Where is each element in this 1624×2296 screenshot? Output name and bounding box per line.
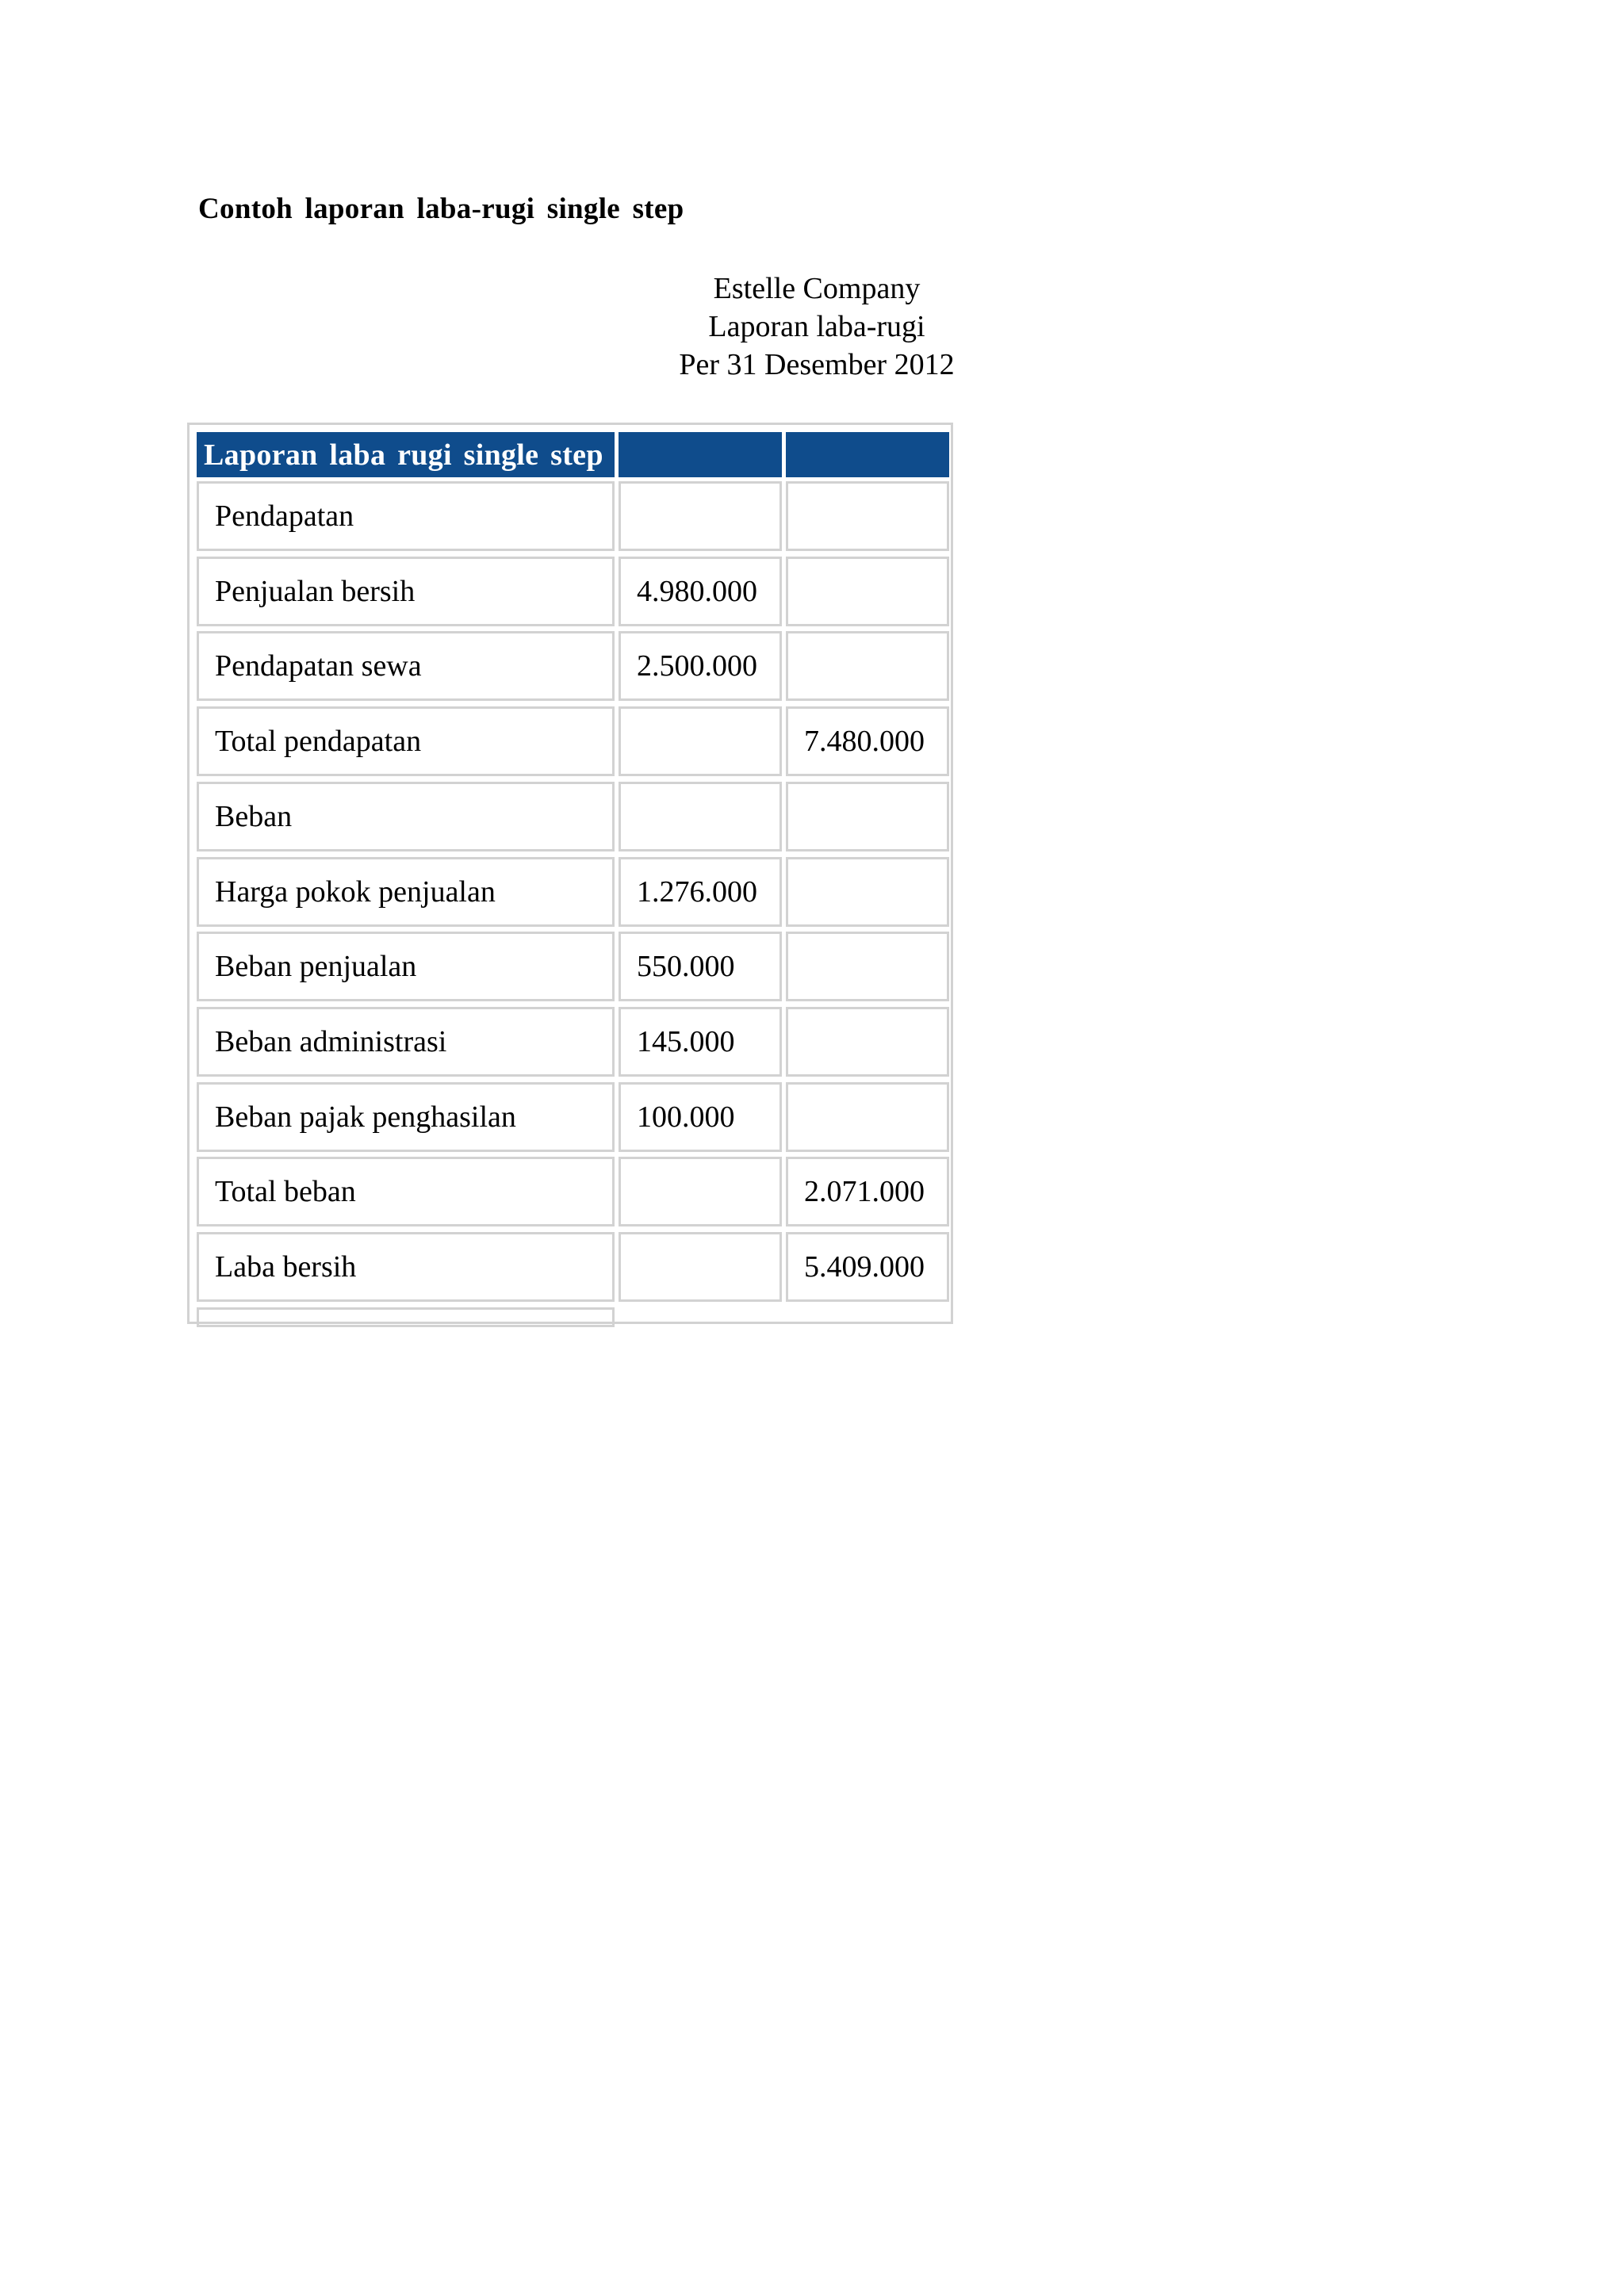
row-label: Beban: [197, 782, 615, 851]
row-total: [786, 557, 949, 626]
row-total: 5.409.000: [786, 1232, 949, 1302]
row-amount: [619, 706, 782, 776]
table-header-title: Laporan laba rugi single step: [197, 432, 615, 477]
row-total: 2.071.000: [786, 1157, 949, 1226]
row-label: Harga pokok penjualan: [197, 857, 615, 927]
row-amount: 100.000: [619, 1082, 782, 1152]
row-total: [786, 481, 949, 551]
row-total: [786, 932, 949, 1001]
row-total: [786, 631, 949, 701]
row-amount: [619, 1157, 782, 1226]
row-label: Total beban: [197, 1157, 615, 1226]
report-name: Laporan laba-rugi: [708, 310, 925, 343]
row-amount: 550.000: [619, 932, 782, 1001]
row-amount: [619, 782, 782, 851]
row-label: Pendapatan sewa: [197, 631, 615, 701]
row-amount: 2.500.000: [619, 631, 782, 701]
row-label: Penjualan bersih: [197, 557, 615, 626]
row-label: Total pendapatan: [197, 706, 615, 776]
row-label: Pendapatan: [197, 481, 615, 551]
row-amount: 145.000: [619, 1007, 782, 1077]
row-label: Beban penjualan: [197, 932, 615, 1001]
report-period: Per 31 Desember 2012: [679, 348, 955, 381]
row-total: [786, 1007, 949, 1077]
income-statement-table: [187, 423, 953, 1324]
row-total: [786, 782, 949, 851]
table-trailing-cell: [197, 1307, 615, 1327]
table-header-cell: [619, 432, 782, 477]
report-header: [619, 270, 1015, 384]
row-label: Beban administrasi: [197, 1007, 615, 1077]
document-title: Contoh laporan laba-rugi single step: [198, 193, 684, 225]
row-total: 7.480.000: [786, 706, 949, 776]
row-amount: [619, 481, 782, 551]
row-total: [786, 1082, 949, 1152]
row-amount: [619, 1232, 782, 1302]
row-amount: 4.980.000: [619, 557, 782, 626]
row-label: Laba bersih: [197, 1232, 615, 1302]
row-amount: 1.276.000: [619, 857, 782, 927]
row-label: Beban pajak penghasilan: [197, 1082, 615, 1152]
table-header-cell: [786, 432, 949, 477]
company-name: Estelle Company: [713, 272, 921, 305]
row-total: [786, 857, 949, 927]
